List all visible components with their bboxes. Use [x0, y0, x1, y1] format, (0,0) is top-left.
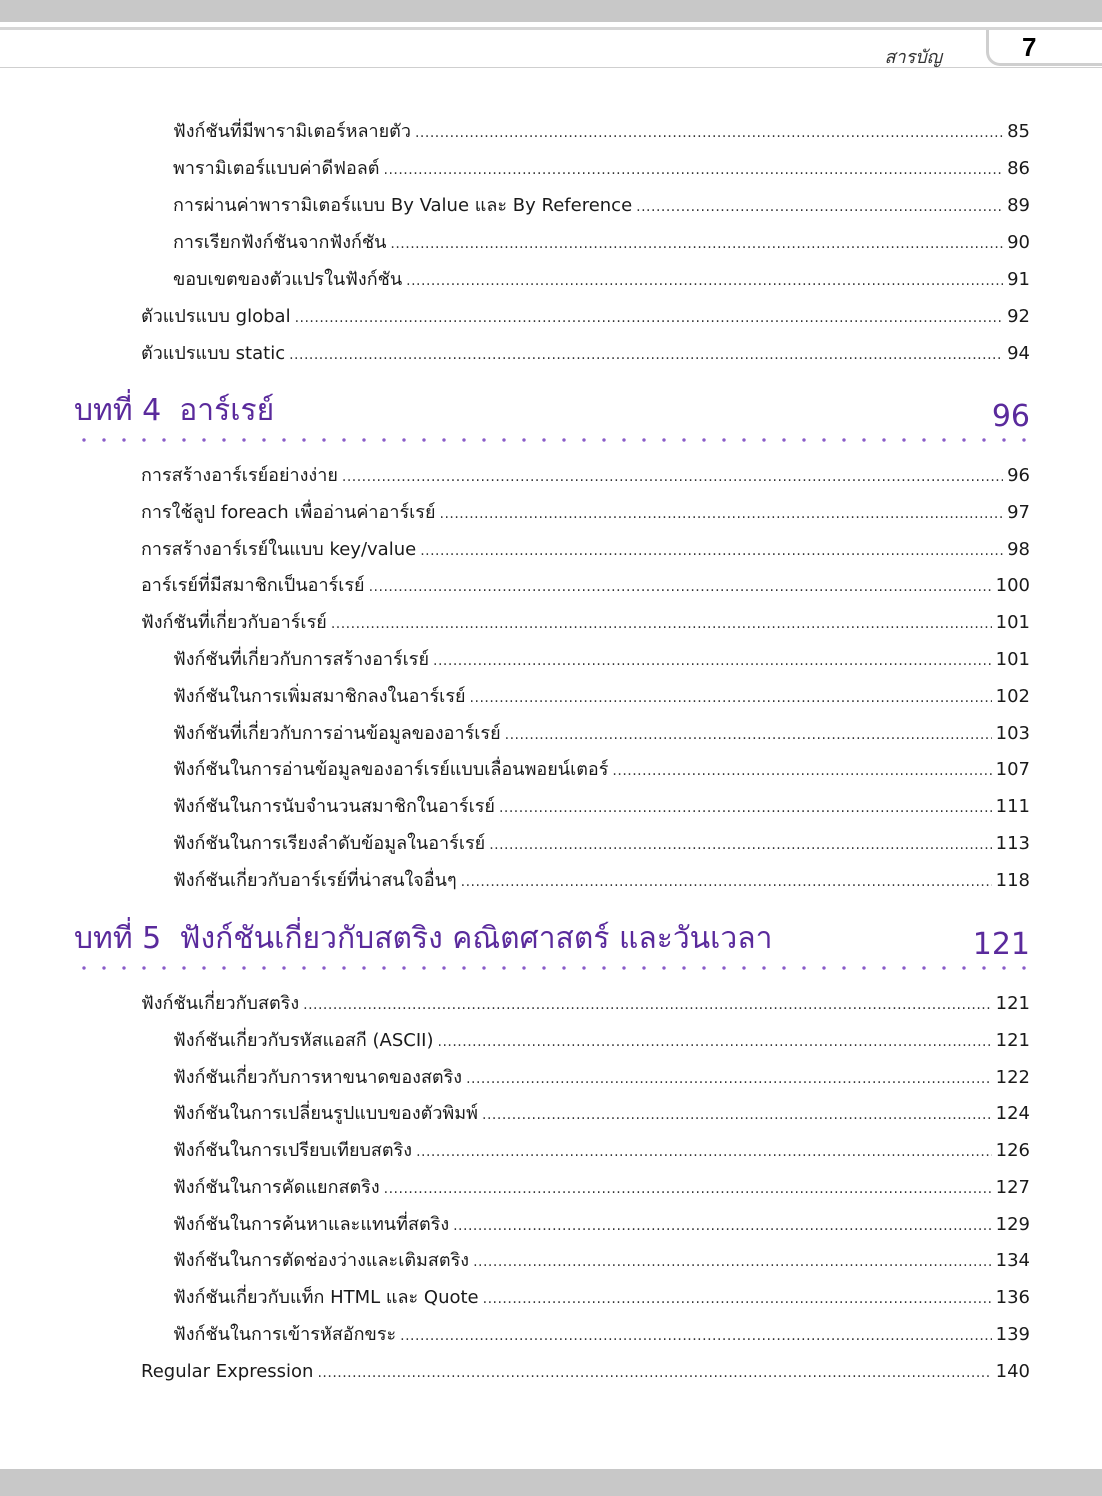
toc-entry-label: ฟังก์ชันเกี่ยวกับสตริง: [141, 993, 300, 1014]
toc-entry-page: 111: [995, 796, 1030, 817]
dot-leader: [438, 1030, 992, 1054]
dot-leader: [505, 723, 992, 747]
toc-entry-label: ฟังก์ชันในการเพิ่มสมาชิกลงในอาร์เรย์: [173, 686, 466, 707]
toc-entry-label: พารามิเตอร์แบบค่าดีฟอลต์: [173, 158, 380, 179]
toc-entry[interactable]: [173, 1286, 1030, 1311]
toc-entry-label: ฟังก์ชันในการค้นหาและแทนที่สตริง: [173, 1214, 450, 1235]
dot-leader: [416, 1140, 992, 1164]
toc-entry-page: 124: [995, 1103, 1030, 1124]
toc-entry-page: 113: [995, 833, 1030, 854]
toc-entry-label: ฟังก์ชันในการเรียงลำดับข้อมูลในอาร์เรย์: [173, 833, 486, 854]
toc-entry-page: 139: [995, 1324, 1030, 1345]
toc-entry-page: 98: [1007, 539, 1030, 560]
toc-entry[interactable]: [173, 231, 1030, 256]
toc-entry[interactable]: [173, 795, 1030, 820]
toc-entry-label: ฟังก์ชันที่มีพารามิเตอร์หลายตัว: [173, 121, 411, 142]
dot-leader: [461, 870, 992, 894]
toc-entry[interactable]: [173, 685, 1030, 710]
toc-entry[interactable]: [173, 1029, 1030, 1054]
running-title: สารบัญ: [884, 47, 942, 68]
toc-entry-page: 129: [995, 1214, 1030, 1235]
chapter-page: 121: [972, 927, 1030, 962]
dot-leader: [499, 796, 992, 820]
top-divider: [0, 27, 1102, 30]
toc-entry[interactable]: [173, 1323, 1030, 1348]
toc-entry-page: 136: [995, 1287, 1030, 1308]
toc-entry-page: 100: [995, 575, 1030, 596]
toc-entry-page: 92: [1007, 306, 1030, 327]
chapter-number: บทที่ 4: [74, 393, 162, 428]
toc-entry-label: ฟังก์ชันในการตัดช่องว่างและเติมสตริง: [173, 1250, 470, 1271]
toc-entry-page: 118: [995, 870, 1030, 891]
toc-entry[interactable]: [173, 648, 1030, 673]
toc-entry[interactable]: [173, 722, 1030, 747]
toc-entry[interactable]: [173, 832, 1030, 857]
toc-entry-page: 127: [995, 1177, 1030, 1198]
dot-leader: [342, 465, 1003, 489]
toc-entry-page: 91: [1007, 269, 1030, 290]
toc-entry[interactable]: [173, 120, 1030, 145]
toc-entry-label: การสร้างอาร์เรย์อย่างง่าย: [141, 465, 338, 486]
toc-entry-label: ฟังก์ชันในการอ่านข้อมูลของอาร์เรย์แบบเลื่อนพอยน์เตอร์: [173, 759, 609, 780]
top-gray-bar: [0, 0, 1102, 22]
toc-entry[interactable]: [173, 1139, 1030, 1164]
toc-entry[interactable]: [141, 992, 1030, 1017]
toc-entry[interactable]: [173, 1213, 1030, 1238]
toc-entry[interactable]: [141, 538, 1030, 563]
toc-entry-page: 90: [1007, 232, 1030, 253]
dot-leader: [489, 833, 991, 857]
chapter-heading[interactable]: [74, 921, 1030, 972]
chapter-page: 96: [991, 399, 1030, 434]
page-number-tab: [986, 30, 1102, 66]
toc-entry[interactable]: [173, 1176, 1030, 1201]
page-number: 7: [1022, 32, 1037, 62]
toc-entry-label: การสร้างอาร์เรย์ในแบบ key/value: [141, 539, 417, 560]
toc-entry-label: ฟังก์ชันในการเปรียบเทียบสตริง: [173, 1140, 413, 1161]
dot-leader: [400, 1324, 991, 1348]
toc-entry-page: 121: [995, 993, 1030, 1014]
dot-leader: [369, 575, 992, 599]
dot-leader: [433, 649, 992, 673]
toc-entry-page: 103: [995, 723, 1030, 744]
toc-entry-page: 94: [1007, 343, 1030, 364]
toc-entry-label: ฟังก์ชันเกี่ยวกับอาร์เรย์ที่น่าสนใจอื่นๆ: [173, 870, 457, 891]
toc-entry[interactable]: [141, 574, 1030, 599]
toc-entry-label: ฟังก์ชันเกี่ยวกับการหาขนาดของสตริง: [173, 1067, 463, 1088]
dot-leader: [612, 759, 991, 783]
chapter-title: ฟังก์ชันเกี่ยวกับสตริง คณิตศาสตร์ และวันเวลา: [179, 921, 773, 956]
chapter-heading[interactable]: [74, 393, 1030, 444]
toc-entry[interactable]: [173, 268, 1030, 293]
dot-leader: [384, 158, 1004, 182]
toc-entry-label: ฟังก์ชันที่เกี่ยวกับการอ่านข้อมูลของอาร์เรย์: [173, 723, 501, 744]
toc-entry-label: ตัวแปรแบบ static: [141, 343, 286, 364]
toc-entry-label: การใช้ลูป foreach เพื่ออ่านค่าอาร์เรย์: [141, 502, 436, 523]
dot-leader: [470, 686, 992, 710]
dot-leader: [420, 539, 1003, 563]
toc-entry[interactable]: [173, 1102, 1030, 1127]
toc-entry[interactable]: [173, 157, 1030, 182]
dot-leader: [482, 1103, 992, 1127]
toc-entry-label: ฟังก์ชันเกี่ยวกับแท็ก HTML และ Quote: [173, 1287, 479, 1308]
bottom-gray-bar: [0, 1469, 1102, 1496]
toc-entry-page: 122: [995, 1067, 1030, 1088]
toc-entry-page: 102: [995, 686, 1030, 707]
toc-entry-page: 89: [1007, 195, 1030, 216]
toc-entry[interactable]: [141, 342, 1030, 367]
dot-leader: [331, 612, 992, 636]
dot-leader: [483, 1287, 992, 1311]
toc-entry[interactable]: [173, 194, 1030, 219]
toc-entry-page: 96: [1007, 465, 1030, 486]
dot-leader: [384, 1177, 992, 1201]
toc-entry-label: ฟังก์ชันเกี่ยวกับรหัสแอสกี (ASCII): [173, 1030, 434, 1051]
dot-leader: [317, 1361, 991, 1385]
toc-entry-label: ฟังก์ชันในการนับจำนวนสมาชิกในอาร์เรย์: [173, 796, 495, 817]
toc-entry[interactable]: [141, 611, 1030, 636]
dot-leader: [406, 269, 1003, 293]
toc-entry-page: 97: [1007, 502, 1030, 523]
toc-entry-page: 101: [995, 612, 1030, 633]
toc-entry[interactable]: [173, 1066, 1030, 1091]
toc-entry-label: อาร์เรย์ที่มีสมาชิกเป็นอาร์เรย์: [141, 575, 365, 596]
toc-entry-label: ฟังก์ชันที่เกี่ยวกับอาร์เรย์: [141, 612, 327, 633]
toc-entry[interactable]: [173, 869, 1030, 894]
toc-entry-label: ฟังก์ชันในการเข้ารหัสอักขระ: [173, 1324, 397, 1345]
toc-entry-page: 134: [995, 1250, 1030, 1271]
dot-leader: [289, 343, 1003, 367]
dot-leader: [636, 195, 1003, 219]
toc-entry-label: Regular Expression: [141, 1361, 314, 1382]
toc-entry[interactable]: [173, 1249, 1030, 1274]
toc-entry[interactable]: [141, 305, 1030, 330]
dot-leader: [295, 306, 1004, 330]
toc-entry-page: 121: [995, 1030, 1030, 1051]
toc-entry-label: การเรียกฟังก์ชันจากฟังก์ชัน: [173, 232, 387, 253]
dot-leader: [415, 121, 1003, 145]
toc-entry-label: ขอบเขตของตัวแปรในฟังก์ชัน: [173, 269, 403, 290]
chapter-number: บทที่ 5: [74, 921, 162, 956]
toc-entry-label: ฟังก์ชันในการคัดแยกสตริง: [173, 1177, 380, 1198]
toc-entry[interactable]: [141, 501, 1030, 526]
dot-leader: [440, 502, 1004, 526]
chapter-title: อาร์เรย์: [179, 393, 275, 428]
dot-leader: [473, 1250, 992, 1274]
toc-entry-label: ตัวแปรแบบ global: [141, 306, 291, 327]
toc-entry-page: 107: [995, 759, 1030, 780]
toc-entry-page: 101: [995, 649, 1030, 670]
toc-entry-page: 85: [1007, 121, 1030, 142]
toc-entry[interactable]: [173, 758, 1030, 783]
dot-leader: [303, 993, 992, 1017]
toc-entry-page: 126: [995, 1140, 1030, 1161]
toc-entry-label: การผ่านค่าพารามิเตอร์แบบ By Value และ By Reference: [173, 195, 633, 216]
dot-leader: [466, 1067, 992, 1091]
dot-leader: [453, 1214, 992, 1238]
toc-entry-label: ฟังก์ชันที่เกี่ยวกับการสร้างอาร์เรย์: [173, 649, 430, 670]
dot-leader: [390, 232, 1003, 256]
toc-entry-label: ฟังก์ชันในการเปลี่ยนรูปแบบของตัวพิมพ์: [173, 1103, 479, 1124]
toc-entry-page: 140: [995, 1361, 1030, 1382]
toc-entry[interactable]: [141, 1360, 1030, 1385]
toc-entry[interactable]: [141, 464, 1030, 489]
toc-entry-page: 86: [1007, 158, 1030, 179]
